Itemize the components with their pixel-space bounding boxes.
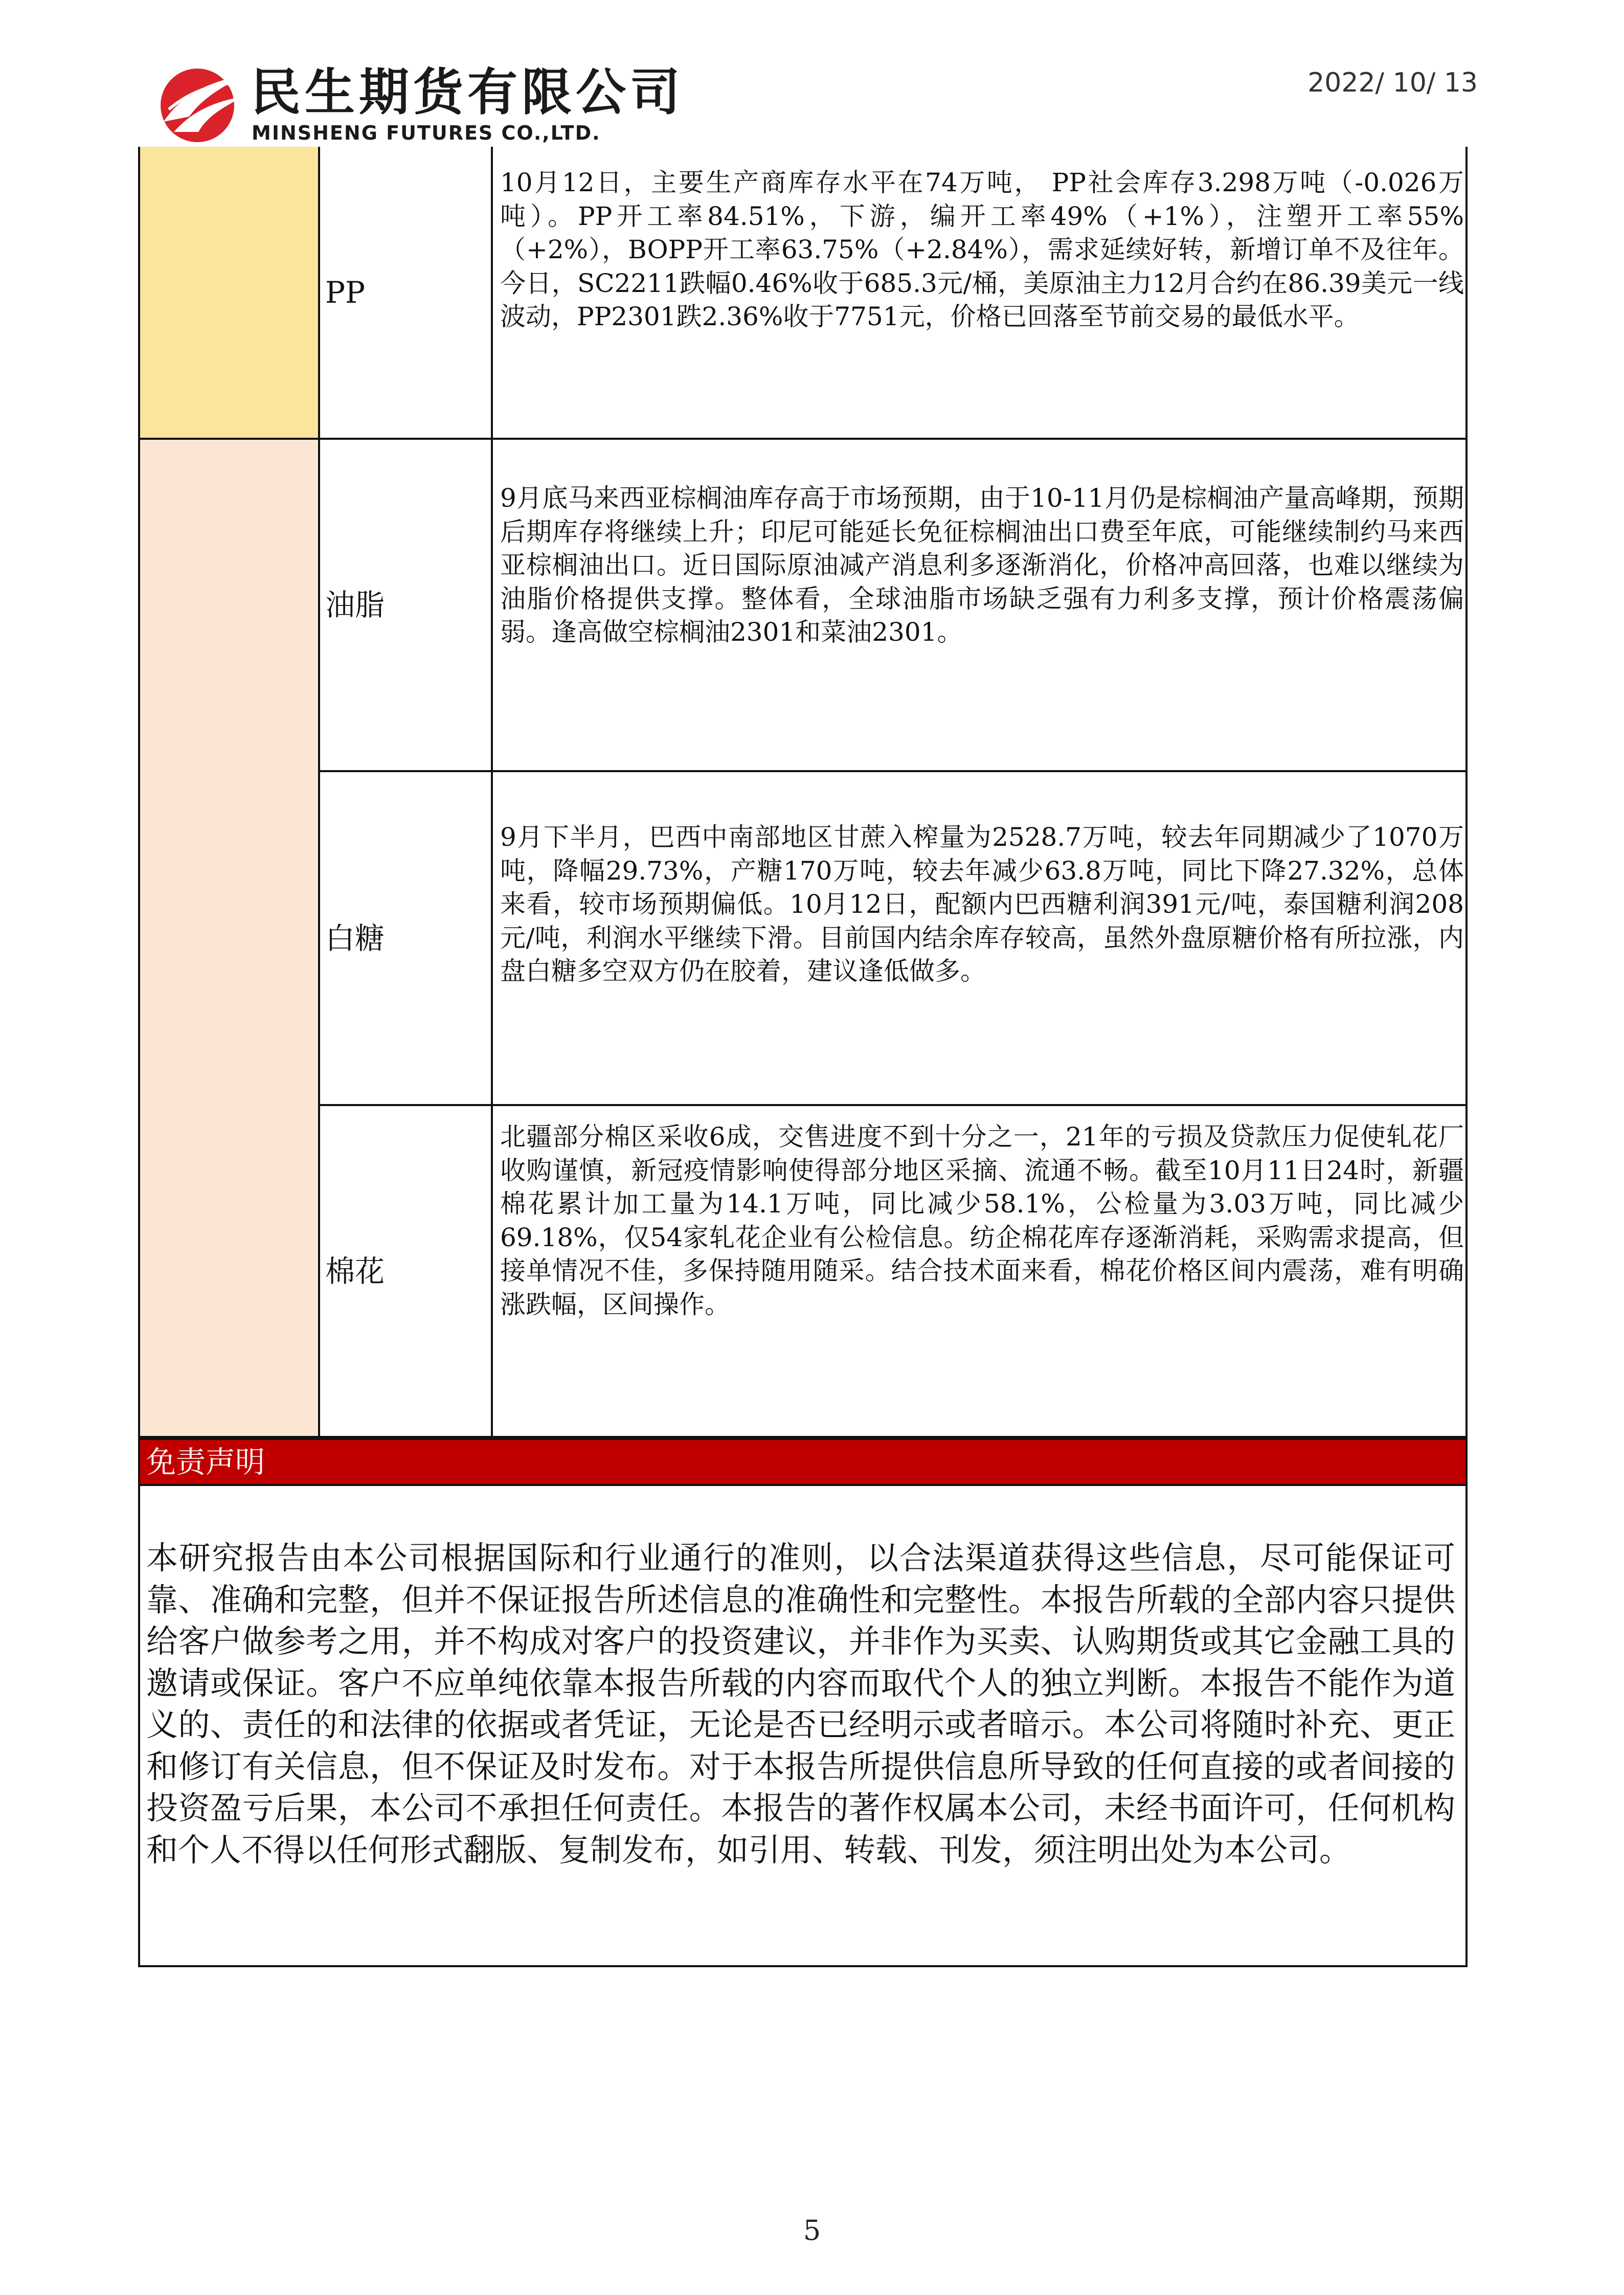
category-cell	[138, 1106, 318, 1438]
category-cell	[138, 440, 318, 772]
commentary-text: 北疆部分棉区采收6成，交售进度不到十分之一，21年的亏损及贷款压力促使轧花厂收购谨慎，新冠疫情影响使得部分地区采摘、流通不畅。截至10月11日24时，新疆棉花累计加工量为14.1万吨，同比减少58.1%，公检量为3.03万吨，同比减少69.18%，仅54家轧花企业有公检信息。纺企棉花库存逐渐消耗，采购需求提高，但接单情况不佳，多保持随用随采。结合技术面来看，棉花价格区间内震荡，难有明确涨跌幅，区间操作。	[500, 1122, 1464, 1319]
commentary-cell	[491, 440, 1468, 772]
commodity-name: PP	[325, 275, 366, 310]
table-row	[138, 772, 1468, 1106]
disclaimer-text: 本研究报告由本公司根据国际和行业通行的准则，以合法渠道获得这些信息，尽可能保证可靠、准确和完整，但并不保证报告所述信息的准确性和完整性。本报告所载的全部内容只提供给客户做参考之用，并不构成对客户的投资建议，并非作为买卖、认购期货或其它金融工具的邀请或保证。客户不应单纯依靠本报告所载的内容而取代个人的独立判断。本报告不能作为道义的、责任的和法律的依据或者凭证，无论是否已经明示或者暗示。本公司将随时补充、更正和修订有关信息，但不保证及时发布。对于本报告所提供信息所导致的任何直接的或者间接的投资盈亏后果，本公司不承担任何责任。本报告的著作权属本公司，未经书面许可，任何机构和个人不得以任何形式翻版、复制发布，如引用、转载、刊发，须注明出处为本公司。	[146, 1539, 1455, 1869]
table-row	[138, 440, 1468, 772]
commodity-name-cell	[318, 147, 491, 440]
commentary-text: 9月下半月，巴西中南部地区甘蔗入榨量为2528.7万吨，较去年同期减少了1070万吨，降幅29.73%，产糖170万吨，较去年减少63.8万吨，同比下降27.32%，总体来看，较市场预期偏低。10月12日，配额内巴西糖利润391元/吨，泰国糖利润208元/吨，利润水平继续下滑。目前国内结余库存较高，虽然外盘原糖价格有所拉涨，内盘白糖多空双方仍在胶着，建议逢低做多。	[500, 822, 1464, 986]
commentary-cell	[491, 147, 1468, 440]
category-cell	[138, 147, 318, 440]
disclaimer-box	[138, 1486, 1468, 1967]
commentary-text: 10月12日，主要生产商库存水平在74万吨， PP社会库存3.298万吨（-0.026万吨）。PP开工率84.51%，下游，编开工率49%（+1%），注塑开工率55%（+2%），BOPP开工率63.75%（+2.84%），需求延续好转，新增订单不及往年。今日，SC2211跌幅0.46%收于685.3元/桶，美原油主力12月合约在86.39美元一线波动，PP2301跌2.36%收于7751元，价格已回落至节前交易的最低水平。	[500, 168, 1464, 332]
report-date: 2022/ 10/ 13	[1307, 68, 1478, 98]
commodity-name-cell	[318, 1106, 491, 1438]
commentary-cell	[491, 1106, 1468, 1438]
table-row	[138, 147, 1468, 440]
commodity-name: 油脂	[325, 588, 385, 622]
minsheng-logo-icon	[153, 60, 245, 147]
commodity-name-cell	[318, 772, 491, 1106]
page-header	[0, 0, 1624, 143]
company-logo	[153, 60, 685, 147]
commentary-cell	[491, 772, 1468, 1106]
commodity-name: 棉花	[325, 1253, 385, 1289]
category-cell	[138, 772, 318, 1106]
disclaimer-title: 免责声明	[146, 1445, 265, 1479]
page-number: 5	[803, 2214, 821, 2246]
company-name-en: MINSHENG FUTURES CO.,LTD.	[252, 122, 601, 144]
disclaimer-header	[138, 1438, 1468, 1486]
commodity-name: 白糖	[325, 920, 385, 956]
commentary-text: 9月底马来西亚棕榈油库存高于市场预期，由于10-11月仍是棕榈油产量高峰期，预期后期库存将继续上升；印尼可能延长免征棕榈油出口费至年底，可能继续制约马来西亚棕榈油出口。近日国际原油减产消息利多逐渐消化，价格冲高回落，也难以继续为油脂价格提供支撑。整体看，全球油脂市场缺乏强有力利多支撑，预计价格震荡偏弱。逢高做空棕榈油2301和菜油2301。	[500, 483, 1464, 647]
company-name-cn: 民生期货有限公司	[251, 63, 685, 122]
commodity-name-cell	[318, 440, 491, 772]
table-row	[138, 1106, 1468, 1438]
